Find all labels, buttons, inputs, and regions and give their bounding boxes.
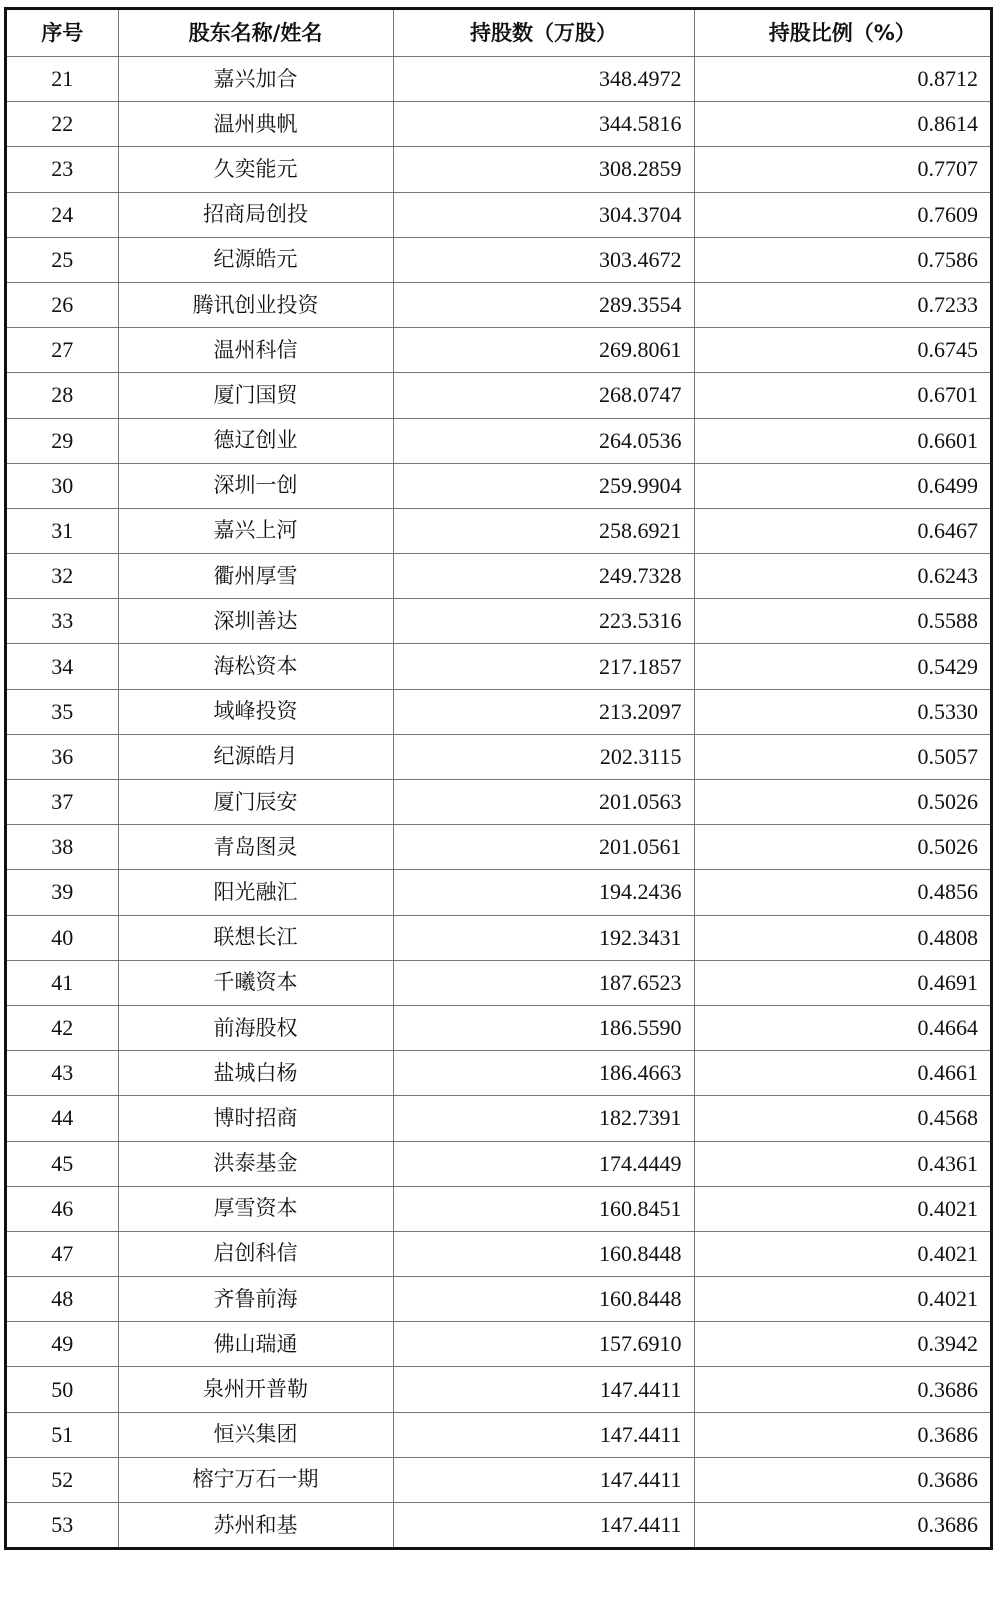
cell-ratio: 0.5588 [694, 599, 990, 644]
cell-shareholder-name: 域峰投资 [118, 689, 393, 734]
cell-index: 39 [7, 870, 118, 915]
cell-shareholder-name: 榕宁万石一期 [118, 1457, 393, 1502]
cell-index: 43 [7, 1051, 118, 1096]
cell-ratio: 0.7233 [694, 282, 990, 327]
cell-index: 44 [7, 1096, 118, 1141]
header-index: 序号 [7, 10, 118, 57]
cell-shareholder-name: 启创科信 [118, 1231, 393, 1276]
cell-index: 28 [7, 373, 118, 418]
table-row [7, 1367, 990, 1412]
cell-shares: 160.8448 [393, 1277, 694, 1322]
cell-index: 22 [7, 102, 118, 147]
cell-index: 34 [7, 644, 118, 689]
cell-ratio: 0.4021 [694, 1277, 990, 1322]
table-row [7, 237, 990, 282]
cell-shares: 258.6921 [393, 508, 694, 553]
header-shares: 持股数（万股） [393, 10, 694, 57]
table-row [7, 599, 990, 644]
table-row [7, 1277, 990, 1322]
cell-index: 41 [7, 960, 118, 1005]
cell-shareholder-name: 招商局创投 [118, 192, 393, 237]
cell-shareholder-name: 齐鲁前海 [118, 1277, 393, 1322]
cell-index: 36 [7, 734, 118, 779]
cell-index: 42 [7, 1005, 118, 1050]
cell-ratio: 0.7586 [694, 237, 990, 282]
cell-shares: 213.2097 [393, 689, 694, 734]
cell-shares: 160.8451 [393, 1186, 694, 1231]
cell-ratio: 0.5026 [694, 825, 990, 870]
cell-ratio: 0.3686 [694, 1367, 990, 1412]
cell-index: 26 [7, 282, 118, 327]
cell-ratio: 0.4021 [694, 1231, 990, 1276]
cell-ratio: 0.3942 [694, 1322, 990, 1367]
cell-index: 48 [7, 1277, 118, 1322]
table-row [7, 418, 990, 463]
cell-ratio: 0.4661 [694, 1051, 990, 1096]
table-row [7, 1457, 990, 1502]
cell-shareholder-name: 盐城白杨 [118, 1051, 393, 1096]
table-row [7, 1186, 990, 1231]
cell-shares: 303.4672 [393, 237, 694, 282]
table-row [7, 734, 990, 779]
cell-index: 24 [7, 192, 118, 237]
cell-shareholder-name: 厦门国贸 [118, 373, 393, 418]
cell-ratio: 0.6601 [694, 418, 990, 463]
cell-ratio: 0.4361 [694, 1141, 990, 1186]
cell-ratio: 0.4021 [694, 1186, 990, 1231]
cell-index: 47 [7, 1231, 118, 1276]
table-row [7, 1503, 990, 1548]
cell-shareholder-name: 深圳善达 [118, 599, 393, 644]
table-row [7, 57, 990, 102]
cell-shareholder-name: 泉州开普勒 [118, 1367, 393, 1412]
cell-shares: 344.5816 [393, 102, 694, 147]
table-row [7, 915, 990, 960]
table-row [7, 147, 990, 192]
table-row [7, 1141, 990, 1186]
table-row [7, 102, 990, 147]
cell-index: 51 [7, 1412, 118, 1457]
cell-shares: 186.4663 [393, 1051, 694, 1096]
cell-shareholder-name: 前海股权 [118, 1005, 393, 1050]
cell-shareholder-name: 博时招商 [118, 1096, 393, 1141]
cell-index: 40 [7, 915, 118, 960]
table-row [7, 689, 990, 734]
cell-shareholder-name: 嘉兴上河 [118, 508, 393, 553]
table-row [7, 825, 990, 870]
table-row [7, 870, 990, 915]
cell-ratio: 0.6745 [694, 328, 990, 373]
cell-index: 53 [7, 1503, 118, 1548]
cell-shares: 160.8448 [393, 1231, 694, 1276]
cell-shareholder-name: 腾讯创业投资 [118, 282, 393, 327]
cell-shares: 201.0561 [393, 825, 694, 870]
cell-index: 21 [7, 57, 118, 102]
cell-shares: 147.4411 [393, 1503, 694, 1548]
cell-shares: 289.3554 [393, 282, 694, 327]
cell-ratio: 0.5026 [694, 780, 990, 825]
shareholder-table-container [4, 7, 993, 1550]
cell-index: 23 [7, 147, 118, 192]
cell-index: 49 [7, 1322, 118, 1367]
cell-shareholder-name: 纪源皓月 [118, 734, 393, 779]
cell-shareholder-name: 深圳一创 [118, 463, 393, 508]
cell-ratio: 0.5429 [694, 644, 990, 689]
cell-index: 45 [7, 1141, 118, 1186]
cell-shareholder-name: 衢州厚雪 [118, 554, 393, 599]
cell-ratio: 0.8712 [694, 57, 990, 102]
cell-shares: 174.4449 [393, 1141, 694, 1186]
table-row [7, 554, 990, 599]
cell-index: 27 [7, 328, 118, 373]
cell-ratio: 0.4856 [694, 870, 990, 915]
cell-shareholder-name: 德辽创业 [118, 418, 393, 463]
cell-shares: 304.3704 [393, 192, 694, 237]
cell-shares: 259.9904 [393, 463, 694, 508]
table-body [7, 57, 990, 1548]
cell-ratio: 0.3686 [694, 1503, 990, 1548]
cell-shareholder-name: 青岛图灵 [118, 825, 393, 870]
cell-shareholder-name: 厦门辰安 [118, 780, 393, 825]
cell-shareholder-name: 温州科信 [118, 328, 393, 373]
cell-shareholder-name: 阳光融汇 [118, 870, 393, 915]
cell-shares: 268.0747 [393, 373, 694, 418]
cell-shares: 308.2859 [393, 147, 694, 192]
table-row [7, 644, 990, 689]
cell-shares: 201.0563 [393, 780, 694, 825]
cell-shareholder-name: 海松资本 [118, 644, 393, 689]
cell-index: 32 [7, 554, 118, 599]
cell-shares: 157.6910 [393, 1322, 694, 1367]
cell-shareholder-name: 久奕能元 [118, 147, 393, 192]
cell-shares: 264.0536 [393, 418, 694, 463]
cell-index: 30 [7, 463, 118, 508]
cell-ratio: 0.7609 [694, 192, 990, 237]
cell-ratio: 0.3686 [694, 1412, 990, 1457]
cell-shares: 147.4411 [393, 1457, 694, 1502]
table-row [7, 780, 990, 825]
cell-ratio: 0.4568 [694, 1096, 990, 1141]
cell-shares: 187.6523 [393, 960, 694, 1005]
cell-index: 37 [7, 780, 118, 825]
table-row [7, 1096, 990, 1141]
cell-index: 33 [7, 599, 118, 644]
table-row [7, 373, 990, 418]
cell-shares: 147.4411 [393, 1412, 694, 1457]
cell-shares: 182.7391 [393, 1096, 694, 1141]
table-row [7, 463, 990, 508]
cell-shares: 186.5590 [393, 1005, 694, 1050]
cell-index: 46 [7, 1186, 118, 1231]
cell-index: 52 [7, 1457, 118, 1502]
cell-shareholder-name: 嘉兴加合 [118, 57, 393, 102]
cell-shares: 192.3431 [393, 915, 694, 960]
header-shareholder-name: 股东名称/姓名 [118, 10, 393, 57]
table-row [7, 508, 990, 553]
cell-index: 25 [7, 237, 118, 282]
cell-shares: 217.1857 [393, 644, 694, 689]
table-header-row [7, 10, 990, 57]
cell-ratio: 0.3686 [694, 1457, 990, 1502]
table-row [7, 328, 990, 373]
cell-shareholder-name: 纪源皓元 [118, 237, 393, 282]
cell-ratio: 0.4808 [694, 915, 990, 960]
cell-ratio: 0.6243 [694, 554, 990, 599]
cell-index: 38 [7, 825, 118, 870]
table-row [7, 192, 990, 237]
cell-shares: 194.2436 [393, 870, 694, 915]
cell-ratio: 0.5330 [694, 689, 990, 734]
cell-shareholder-name: 温州典帆 [118, 102, 393, 147]
cell-shareholder-name: 千曦资本 [118, 960, 393, 1005]
cell-shareholder-name: 苏州和基 [118, 1503, 393, 1548]
cell-ratio: 0.4691 [694, 960, 990, 1005]
cell-shareholder-name: 佛山瑞通 [118, 1322, 393, 1367]
cell-ratio: 0.8614 [694, 102, 990, 147]
cell-shareholder-name: 厚雪资本 [118, 1186, 393, 1231]
cell-ratio: 0.7707 [694, 147, 990, 192]
cell-index: 29 [7, 418, 118, 463]
cell-shares: 269.8061 [393, 328, 694, 373]
table-row [7, 1231, 990, 1276]
cell-ratio: 0.6499 [694, 463, 990, 508]
cell-shares: 147.4411 [393, 1367, 694, 1412]
cell-shareholder-name: 洪泰基金 [118, 1141, 393, 1186]
cell-shareholder-name: 恒兴集团 [118, 1412, 393, 1457]
table-row [7, 282, 990, 327]
table-row [7, 960, 990, 1005]
cell-index: 31 [7, 508, 118, 553]
shareholder-table [7, 10, 990, 1547]
cell-index: 50 [7, 1367, 118, 1412]
table-row [7, 1005, 990, 1050]
cell-ratio: 0.6467 [694, 508, 990, 553]
table-row [7, 1051, 990, 1096]
cell-shares: 223.5316 [393, 599, 694, 644]
cell-ratio: 0.5057 [694, 734, 990, 779]
cell-shares: 249.7328 [393, 554, 694, 599]
table-row [7, 1322, 990, 1367]
cell-ratio: 0.4664 [694, 1005, 990, 1050]
header-ratio: 持股比例（%） [694, 10, 990, 57]
table-row [7, 1412, 990, 1457]
cell-shareholder-name: 联想长江 [118, 915, 393, 960]
cell-index: 35 [7, 689, 118, 734]
cell-shares: 202.3115 [393, 734, 694, 779]
cell-ratio: 0.6701 [694, 373, 990, 418]
cell-shares: 348.4972 [393, 57, 694, 102]
